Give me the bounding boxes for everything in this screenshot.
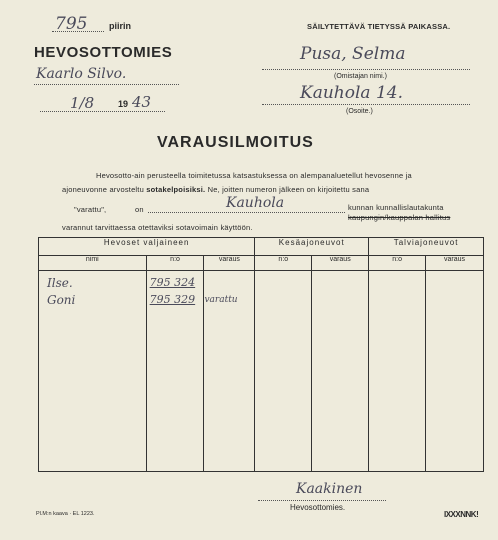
owner-address-caption: (Osoite.) (346, 108, 373, 115)
row-1-name: Ilse. (47, 276, 73, 290)
on-word: on (135, 205, 144, 214)
row-1-number: 795 324 (149, 276, 196, 289)
paragraph-line-2-end: Ne, joitten numeron jälkeen on kirjoitettu sana (207, 185, 370, 194)
name-column (39, 271, 147, 472)
paragraph-line-2-bold: sotakelpoisiksi. (146, 185, 206, 194)
row-2-number: 795 329 (149, 293, 196, 306)
signature-caption: Hevosottomies. (290, 503, 346, 512)
date-day-month: 1/8 (70, 94, 95, 112)
document-title: VARAUSILMOITUS (157, 134, 314, 151)
col-header-winter-no: n:o (369, 256, 426, 271)
paragraph-line-2 (62, 185, 369, 194)
row-2-reserve: varattu (204, 295, 238, 305)
date-line (40, 111, 165, 112)
retention-note: SÄILYTETTÄVÄ TIETYSSÄ PAIKASSA. (307, 22, 451, 31)
col-header-horse-reserve: varaus (204, 256, 255, 271)
col-header-summer-no: n:o (255, 256, 312, 271)
col-header-name: nimi (39, 256, 147, 271)
year-suffix: 43 (132, 93, 152, 111)
quoted-word: "varattu", (74, 205, 107, 214)
owner-name-value: Pusa, Selma (300, 44, 406, 64)
horse-reserve-column (204, 271, 255, 472)
district-label: piirin (109, 21, 131, 31)
summer-reserve-column (312, 271, 369, 472)
group-header-summer: Kesäajoneuvot (255, 238, 369, 256)
print-note: Pl.M:n kaava · EL 1223. (36, 511, 95, 517)
col-header-winter-reserve: varaus (426, 256, 484, 271)
paragraph-line-2-start: ajoneuvonne arvosteltu (62, 185, 144, 194)
col-header-summer-reserve: varaus (312, 256, 369, 271)
signature: Kaakinen (296, 481, 363, 497)
owner-address-value: Kauhola 14. (300, 83, 403, 103)
summer-no-column (255, 271, 312, 472)
winter-no-column (369, 271, 426, 472)
winter-reserve-column (426, 271, 484, 472)
paragraph-line-1: Hevosotto-ain perusteella toimitetussa katsastuksessa on alempanaluetellut hevosenne ja (96, 171, 412, 180)
group-header-horses: Hevoset valjaineen (39, 238, 255, 256)
col-header-horse-no: n:o (146, 256, 204, 271)
office-title: HEVOSOTTOMIES (34, 44, 173, 61)
year-prefix: 19 (118, 99, 129, 109)
kunnan-text: kunnan kunnallislautakunta (348, 203, 444, 212)
district-number: 795 (55, 14, 88, 34)
group-header-winter: Talviajoneuvot (369, 238, 484, 256)
signature-line (258, 500, 386, 501)
district-number-line (52, 31, 104, 32)
reservation-table (38, 237, 484, 472)
owner-address-line (262, 104, 470, 105)
struck-text: kaupungin/kauppalan hallitus (348, 213, 451, 222)
paragraph-line-4: varannut tarvittaessa otettaviksi sotavoimain käyttöön. (62, 223, 253, 232)
municipality-line (148, 212, 345, 213)
row-2-name: Goni (47, 293, 76, 307)
horse-no-column (146, 271, 204, 472)
owner-name-line (262, 69, 470, 70)
municipality-handwritten: Kauhola (226, 195, 285, 211)
owner-name-caption: (Omistajan nimi.) (334, 73, 387, 80)
stamp-mark: IXXXNNK! (444, 510, 479, 519)
location-line (34, 84, 179, 85)
handwritten-location: Kaarlo Silvo. (36, 66, 127, 82)
